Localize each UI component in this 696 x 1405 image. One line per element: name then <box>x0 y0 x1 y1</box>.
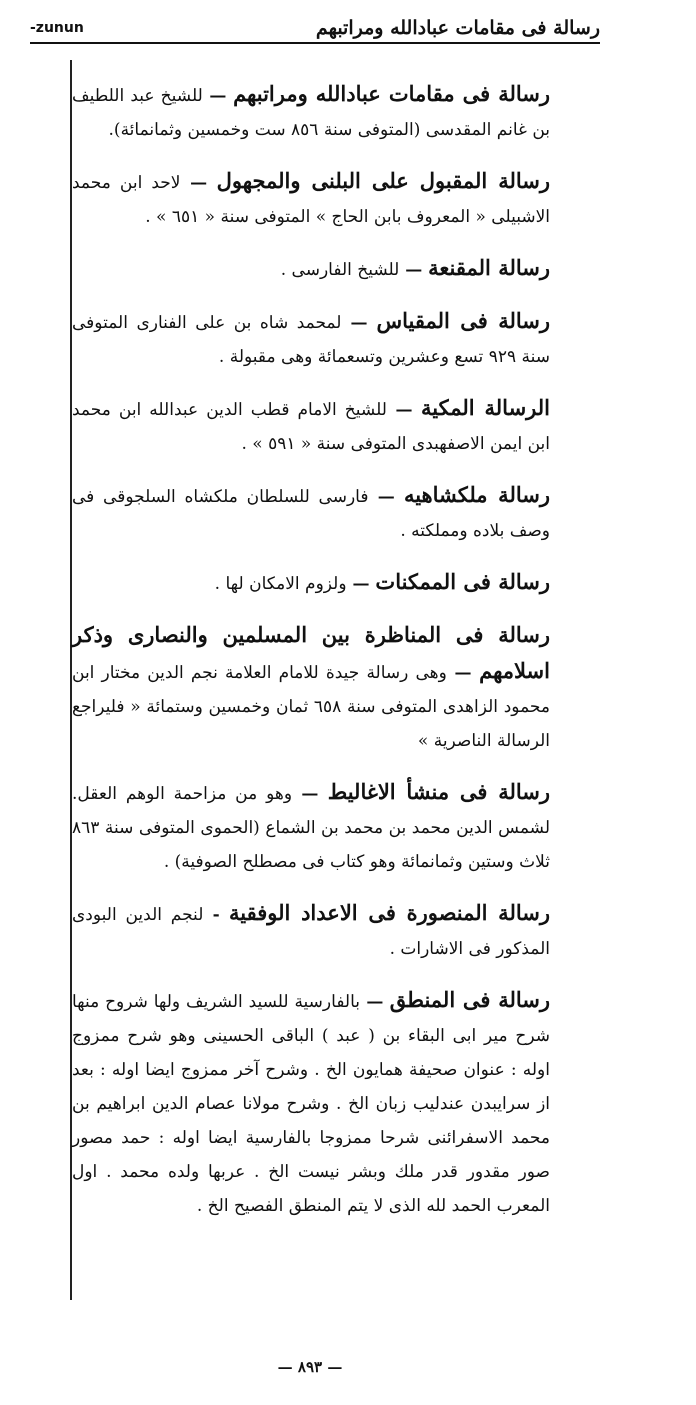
entry-title: رسالة ملكشاهيه <box>403 482 550 507</box>
entry-body: لاحد ابن محمد الاشبيلى « المعروف بابن الحاج » المتوفى سنة « ٦٥١ » . <box>72 173 550 227</box>
entry-separator: — <box>292 784 328 804</box>
entry-separator: — <box>368 487 404 507</box>
entry <box>72 164 550 234</box>
entry <box>72 983 550 1223</box>
entry-separator: — <box>180 173 217 193</box>
entry-separator: — <box>386 400 422 420</box>
entry-title: الرسالة المكية <box>421 395 551 420</box>
entry-separator: — <box>341 313 377 333</box>
header-mark: -zunun <box>30 20 84 36</box>
entry <box>72 775 550 879</box>
page-number <box>250 1358 370 1376</box>
entry-separator: — <box>446 663 480 683</box>
entry-body: لمحمد شاه بن على الفنارى المتوفى سنة ٩٢٩ تسع وعشرين وتسعمائة وهى مقبولة . <box>72 313 550 367</box>
page-header <box>30 14 600 44</box>
entries-column <box>70 60 560 1300</box>
entry-title: رسالة المنصورة فى الاعداد الوفقية <box>229 900 550 925</box>
entry-title: رسالة فى مقامات عبادالله ومراتبهم <box>233 81 550 106</box>
entry <box>72 478 550 548</box>
page-number-dash: — <box>277 1358 293 1376</box>
entry-title: رسالة فى منشأ الاغاليط <box>327 779 550 804</box>
entry-separator: — <box>360 992 390 1012</box>
entry <box>72 618 550 758</box>
entry-body: للشيخ الامام قطب الدين عبدالله ابن محمد ابن ايمن الاصفهبدى المتوفى سنة « ٥٩١ » . <box>72 400 550 454</box>
entry <box>72 251 550 287</box>
entry-separator: — <box>399 260 429 280</box>
entry-title: رسالة المقبول على البلنى والمجهول <box>216 168 551 193</box>
entry-title: رسالة فى المنطق <box>389 987 550 1012</box>
entry-separator: - <box>203 905 230 925</box>
entry-body: بالفارسية للسيد الشريف ولها شروح منها شرح مير ابى البقاء بن ( عبد ) الباقى الحسينى وهو شرح ممزوج اوله : عنوان صحيفة همايون الخ . وشرح آخر ممزوج ايضا اوله : بعد از سرايبدن عندليب زبان الخ . وشرح مولانا عصام الدين ابراهيم بن محمد الاسفرائنى شرحا ممزوجا بالفارسية ايضا اوله : حمد مصور صور مقدور قدر ملك وبشر نيست الخ . عربها ولده محمد . اول المعرب الحمد لله الذى لا يتم المنطق الفصيح الخ . <box>72 992 550 1216</box>
entry <box>72 565 550 601</box>
entry-body: وهى رسالة جيدة للامام العلامة نجم الدين مختار ابن محمود الزاهدى المتوفى سنة ٦٥٨ ثمان وخمسين وستمائة « فليراجع الرسالة الناصرية » <box>72 663 550 751</box>
page-number-dash: — <box>327 1358 343 1376</box>
entry-body: وهو من مزاحمة الوهم العقل. لشمس الدين محمد بن محمد بن الشماع (الحموى المتوفى سنة ٨٦٣ ثلاث وستين وثمانمائة وهو كتاب فى مصطلح الصوفية) . <box>72 784 550 872</box>
running-title: رسالة فى مقامات عبادالله ومراتبهم <box>315 17 600 39</box>
entry-body: للشيخ الفارسى . <box>280 260 400 280</box>
entry-body: للشيخ عبد اللطيف بن غانم المقدسى (المتوفى سنة ٨٥٦ ست وخمسين وثمانمائة). <box>72 86 550 140</box>
entry <box>72 391 550 461</box>
entry-title: رسالة فى الممكنات <box>375 569 550 594</box>
entry-body: ولزوم الامكان لها . <box>214 574 347 594</box>
entry-separator: — <box>202 86 234 106</box>
entry <box>72 77 550 147</box>
entry-title: رسالة المقنعة <box>428 255 550 280</box>
entry-title: رسالة فى المناظرة بين المسلمين والنصارى وذكر اسلامهم <box>72 622 550 683</box>
entry-body: فارسى للسلطان ملكشاه السلجوقى فى وصف بلاده ومملكته . <box>72 487 550 541</box>
entry-body: لنجم الدين البودى المذكور فى الاشارات . <box>72 905 550 959</box>
page-number-value: ٨٩٣ <box>297 1358 323 1376</box>
entry <box>72 896 550 966</box>
entry-title: رسالة فى المقياس <box>376 308 550 333</box>
entry <box>72 304 550 374</box>
entry-separator: — <box>346 574 376 594</box>
